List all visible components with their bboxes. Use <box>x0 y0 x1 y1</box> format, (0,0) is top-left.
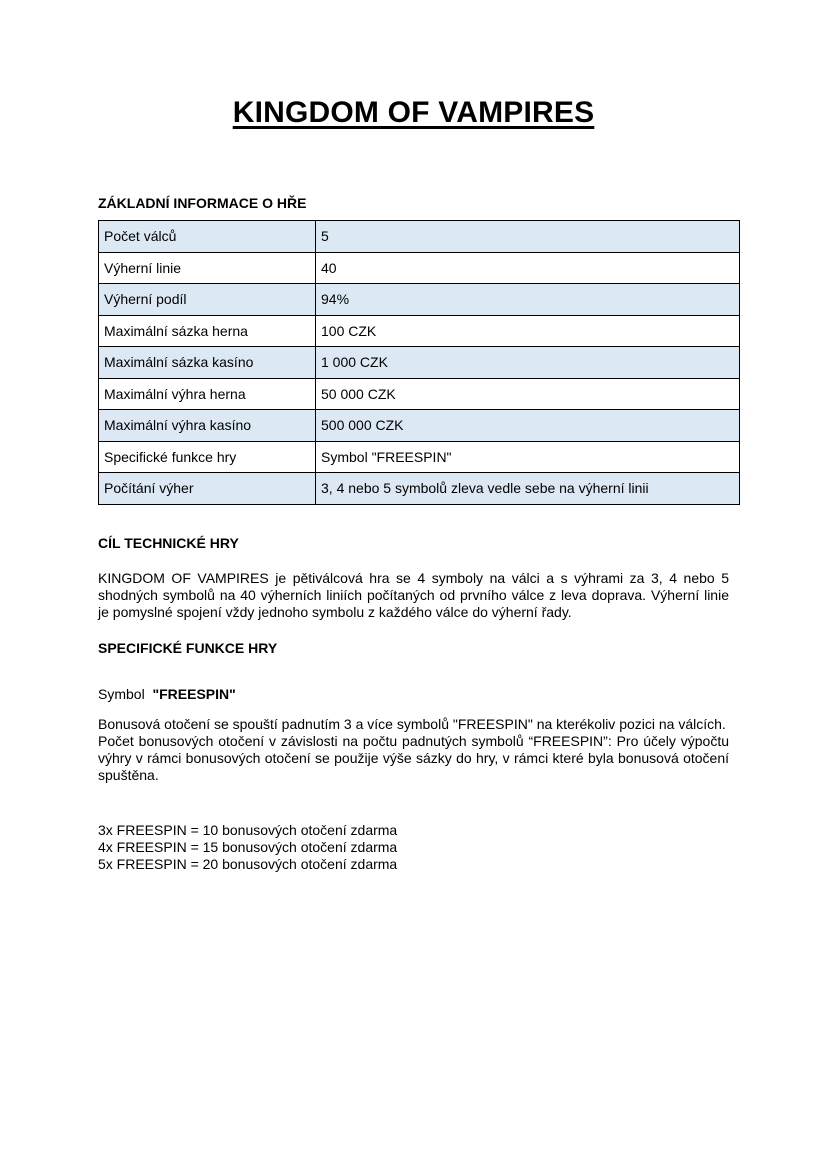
goal-paragraph <box>98 570 729 621</box>
row-value: 100 CZK <box>316 315 740 347</box>
row-label: Specifické funkce hry <box>99 441 316 473</box>
row-value: 40 <box>316 252 740 284</box>
table-row <box>99 284 740 316</box>
table-row <box>99 315 740 347</box>
row-label: Maximální sázka kasíno <box>99 347 316 379</box>
row-value: 50 000 CZK <box>316 378 740 410</box>
table-row <box>99 473 740 505</box>
basic-info-table <box>98 220 740 505</box>
row-value: 500 000 CZK <box>316 410 740 442</box>
features-paragraph-2: Počet bonusových otočení v závislosti na počtu padnutých symbolů “FREESPIN”: Pro účely výpočtu výhry v rámci bonusových otočení se použije výše sázky do hry, v rámci které byla bonusová otočení spuštěna. <box>98 733 729 783</box>
freespin-list <box>98 822 397 873</box>
row-label: Výherní podíl <box>99 284 316 316</box>
document-title: KINGDOM OF VAMPIRES <box>232 96 595 129</box>
table-row <box>99 410 740 442</box>
symbol-name: "FREESPIN" <box>152 686 236 702</box>
features-paragraphs <box>98 716 729 784</box>
row-label: Maximální výhra herna <box>99 378 316 410</box>
row-label: Počítání výher <box>99 473 316 505</box>
list-item: 4x FREESPIN = 15 bonusových otočení zdarma <box>98 839 398 855</box>
freespin-symbol-heading <box>98 686 236 702</box>
row-value: 1 000 CZK <box>316 347 740 379</box>
table-row <box>99 441 740 473</box>
features-paragraph-1: Bonusová otočení se spouští padnutím 3 a více symbolů "FREESPIN" na kterékoliv pozici na válcích. <box>98 716 726 732</box>
symbol-prefix: Symbol <box>98 686 145 702</box>
row-value: 94% <box>316 284 740 316</box>
row-label: Počet válců <box>99 221 316 253</box>
table-row <box>99 378 740 410</box>
list-item: 3x FREESPIN = 10 bonusových otočení zdarma <box>98 822 398 838</box>
list-item: 5x FREESPIN = 20 bonusových otočení zdarma <box>98 856 398 872</box>
goal-text: KINGDOM OF VAMPIRES je pětiválcová hra se 4 symboly na válci a s výhrami za 3, 4 nebo 5 shodných symbolů na 40 výherních liniích počítaných od prvního válce z leva doprava. Výherní linie je pomyslné spojení vždy jednoho symbolu z každého válce do výherní řady. <box>98 570 729 620</box>
row-label: Maximální výhra kasíno <box>99 410 316 442</box>
basic-info-heading: ZÁKLADNÍ INFORMACE O HŘE <box>98 195 307 211</box>
row-label: Výherní linie <box>99 252 316 284</box>
table-row <box>99 252 740 284</box>
row-label: Maximální sázka herna <box>99 315 316 347</box>
table-row <box>99 221 740 253</box>
features-heading: SPECIFICKÉ FUNKCE HRY <box>98 640 278 656</box>
row-value: 5 <box>316 221 740 253</box>
row-value: 3, 4 nebo 5 symbolů zleva vedle sebe na výherní linii <box>316 473 740 505</box>
goal-heading: CÍL TECHNICKÉ HRY <box>98 535 239 551</box>
row-value: Symbol "FREESPIN" <box>316 441 740 473</box>
table-row <box>99 347 740 379</box>
